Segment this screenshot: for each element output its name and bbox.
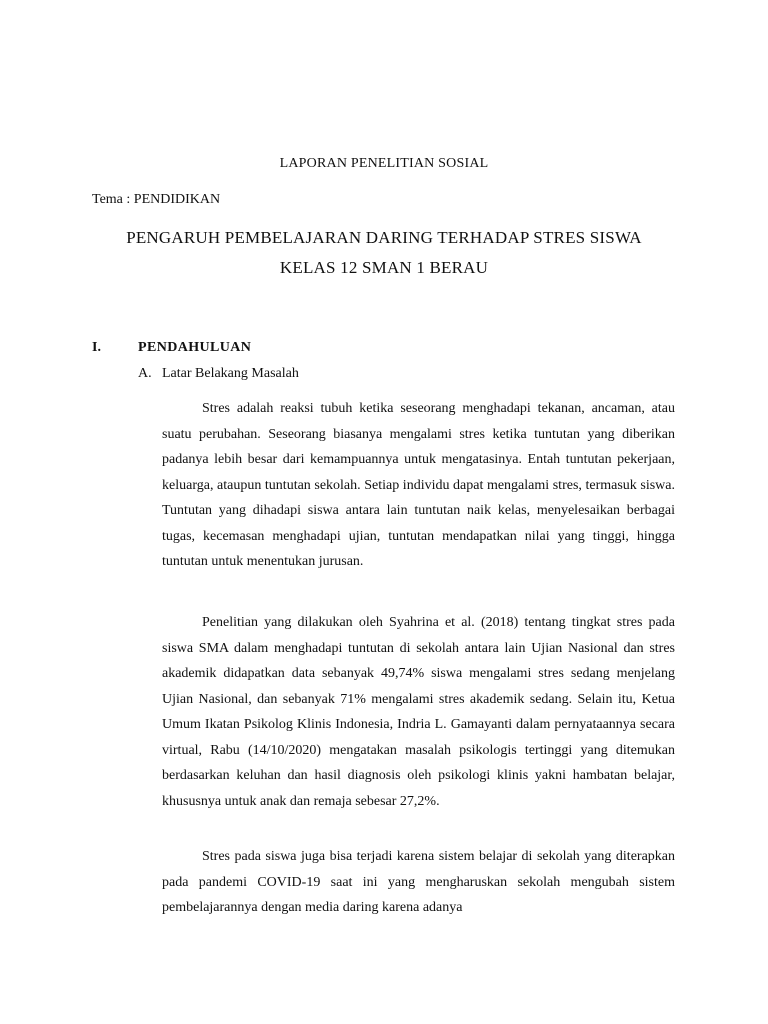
body-paragraph-2: Penelitian yang dilakukan oleh Syahrina et al. (2018) tentang tingkat stres pada siswa SMA dalam menghadapi tuntutan di sekolah antara lain Ujian Nasional dan stres akademik didapatkan data sebanyak 49,74% siswa mengalami stres sedang menjelang Ujian Nasional, dan sebanyak 71% mengalami stres akademik sedang. Selain itu, Ketua Umum Ikatan Psikolog Klinis Indonesia, Indria L. Gamayanti dalam pernyataannya secara virtual, Rabu (14/10/2020) mengatakan masalah psikologis tertinggi yang ditemukan berdasarkan keluhan dan hasil diagnosis oleh psikologi klinis yakni hambatan belajar, khususnya untuk anak dan remaja sebesar 27,2%. xyxy=(162,615,675,809)
subsection-letter: A. xyxy=(138,366,152,381)
section-heading: PENDAHULUAN xyxy=(138,340,252,355)
document-title-line-2: KELAS 12 SMAN 1 BERAU xyxy=(279,258,489,277)
report-label: LAPORAN PENELITIAN SOSIAL xyxy=(279,156,489,171)
subsection-heading: Latar Belakang Masalah xyxy=(162,366,299,381)
document-title-line-1: PENGARUH PEMBELAJARAN DARING TERHADAP STRES SISWA xyxy=(126,228,642,247)
theme-label: Tema : PENDIDIKAN xyxy=(92,192,221,207)
body-paragraph-1: Stres adalah reaksi tubuh ketika seseorang menghadapi tekanan, ancaman, atau suatu perubahan. Seseorang biasanya mengalami stres ketika tuntutan yang diberikan padanya lebih besar dari kemampuannya untuk mengatasinya. Entah tuntutan pekerjaan, keluarga, ataupun tuntutan sekolah. Setiap individu dapat mengalami stres, termasuk siswa. Tuntutan yang dihadapi siswa antara lain tuntutan naik kelas, menyelesaikan berbagai tugas, kecemasan menghadapi ujian, tuntutan mendapatkan nilai yang tinggi, hingga tuntutan untuk menentukan jurusan. xyxy=(162,401,675,569)
body-paragraph-3: Stres pada siswa juga bisa terjadi karena sistem belajar di sekolah yang diterapkan pada pandemi COVID-19 saat ini yang mengharuskan sekolah mengubah sistem pembelajarannya dengan media daring karena adanya xyxy=(162,849,675,915)
section-number: I. xyxy=(92,340,101,355)
